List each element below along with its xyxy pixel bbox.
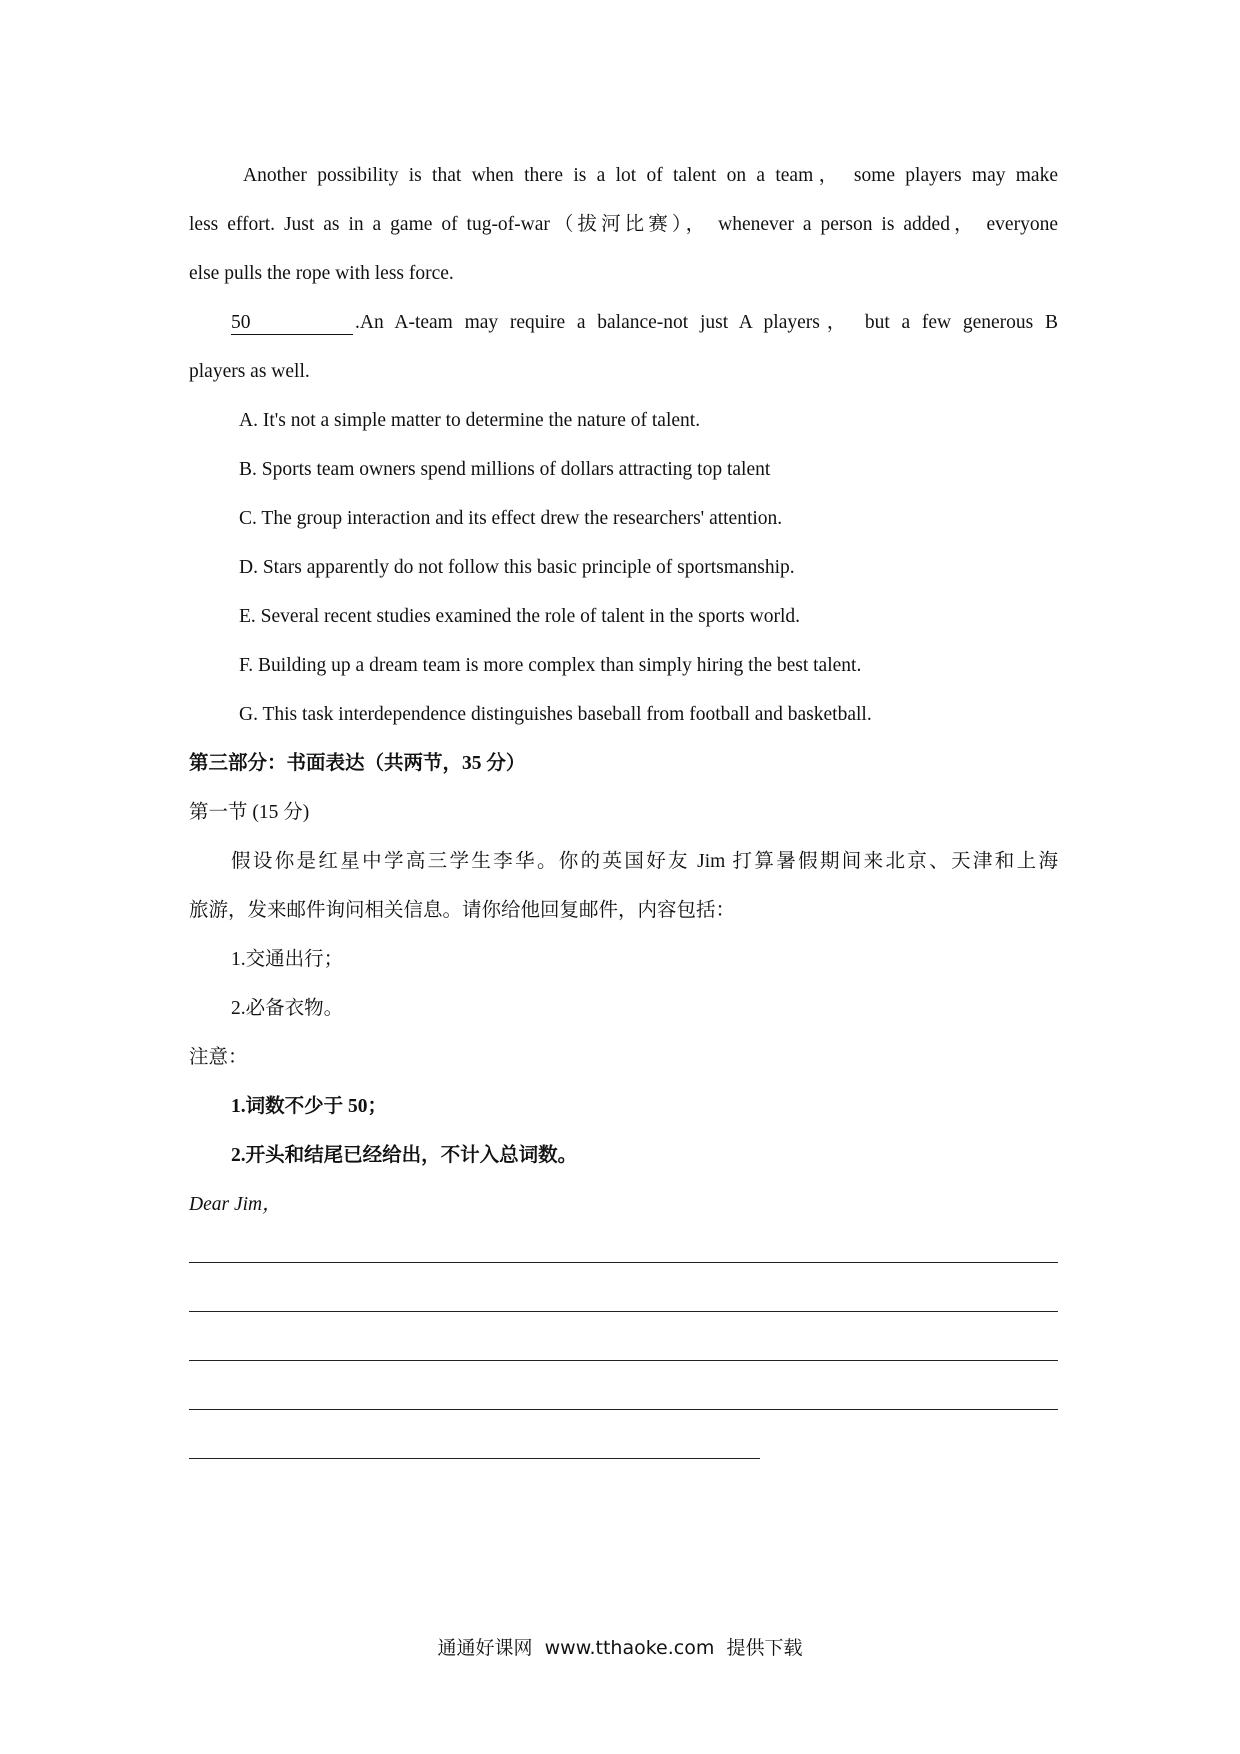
writing-line-1 [189, 1262, 1058, 1263]
prompt-line2: 旅游，发来邮件询问相关信息。请你给他回复邮件，内容包括： [189, 900, 736, 921]
paragraph1-line1: Another possibility is that when there is a lot of talent on a team， some players may make [243, 165, 1058, 186]
note1: 1.词数不少于 50； [231, 1096, 388, 1117]
paragraph2-line2: players as well. [189, 361, 310, 382]
option-b: B. Sports team owners spend millions of dollars attracting top talent [239, 459, 771, 480]
part3-heading: 第三部分：书面表达（共两节，35 分） [189, 753, 526, 774]
paragraph2-line1-text: .An A-team may require a balance-not just A players， but a few generous B [355, 312, 1058, 333]
section1-heading: 第一节 (15 分) [189, 802, 310, 823]
option-a: A. It's not a simple matter to determine the nature of talent. [239, 410, 701, 431]
option-g: G. This task interdependence distinguishes baseball from football and basketball. [239, 704, 872, 725]
footer-source: 通通好课网 www.tthaoke.com 提供下载 [437, 1637, 803, 1659]
answer-blank-50: 50 [231, 313, 353, 335]
writing-line-5 [189, 1458, 760, 1459]
writing-line-4 [189, 1409, 1058, 1410]
option-f: F. Building up a dream team is more complex than simply hiring the best talent. [239, 655, 862, 676]
paragraph2-line1 [231, 313, 1058, 335]
paragraph1-line3: else pulls the rope with less force. [189, 263, 454, 284]
writing-line-3 [189, 1360, 1058, 1361]
writing-line-2 [189, 1311, 1058, 1312]
content-point1: 1.交通出行； [231, 949, 344, 970]
content-point2: 2.必备衣物。 [231, 998, 344, 1019]
note2: 2.开头和结尾已经给出，不计入总词数。 [231, 1145, 578, 1166]
salutation: Dear Jim， [189, 1194, 282, 1215]
paragraph1-line2: less effort. Just as in a game of tug-of-war（拔河比赛）， whenever a person is added， everyone [189, 214, 1058, 235]
note-label: 注意： [189, 1047, 248, 1068]
prompt-line1: 假设你是红星中学高三学生李华。你的英国好友 Jim 打算暑假期间来北京、天津和上海 [231, 851, 1058, 872]
option-c: C. The group interaction and its effect drew the researchers' attention. [239, 508, 783, 529]
option-d: D. Stars apparently do not follow this basic principle of sportsmanship. [239, 557, 795, 578]
option-e: E. Several recent studies examined the role of talent in the sports world. [239, 606, 800, 627]
